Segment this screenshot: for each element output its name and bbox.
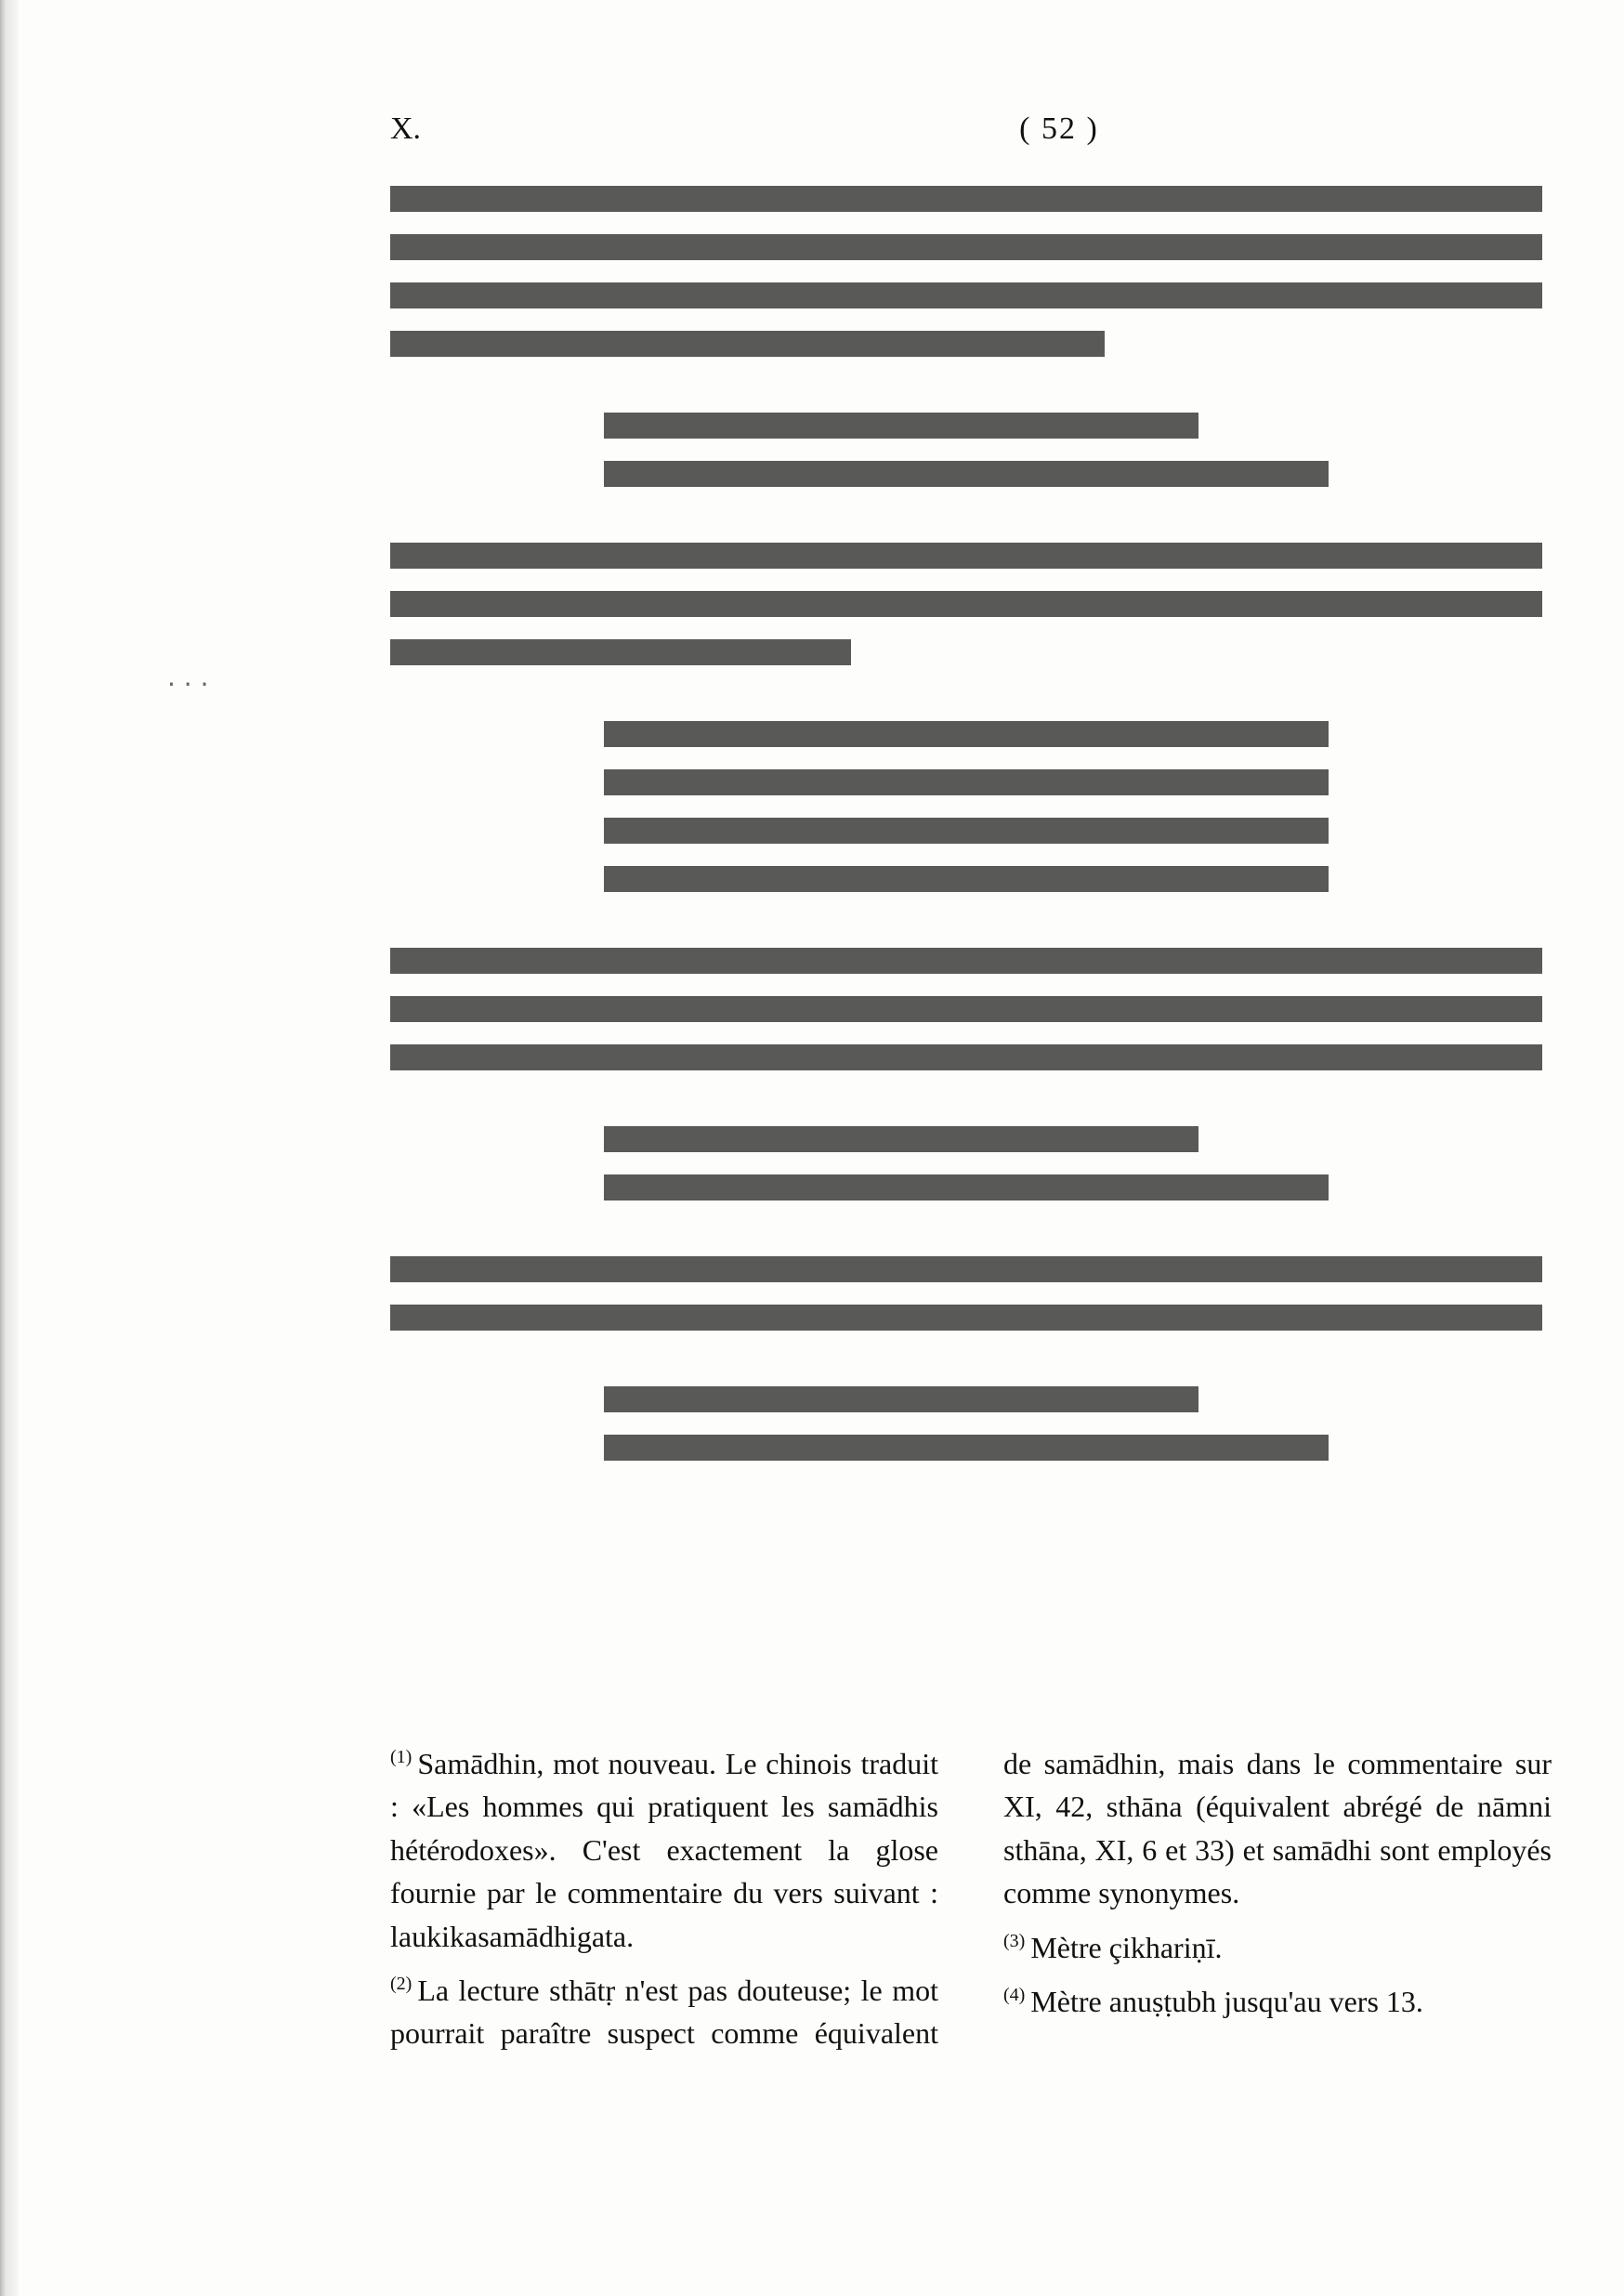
verse-line — [604, 461, 1329, 487]
verse-line — [604, 1126, 1198, 1152]
sanskrit-verse — [604, 1386, 1542, 1461]
sanskrit-prose-block — [390, 186, 1542, 357]
sanskrit-verse — [604, 413, 1542, 487]
sanskrit-line — [390, 543, 1542, 569]
sanskrit-verse — [604, 721, 1542, 892]
sanskrit-prose-block — [390, 543, 1542, 665]
sanskrit-line — [390, 1044, 1542, 1070]
verse-line — [604, 1435, 1329, 1461]
footnote: $^{(2)}$ La lecture sthātṛ n'est pas douteuse; le mot pourrait paraître suspect comme équivalent de samādhin, mais dans le commentaire sur XI, 42, sthāna (équivalent abrégé de nāmni sthāna, XI, 6 et 33) et samādhi sont employés comme synonymes. — [390, 1747, 1552, 2051]
footnote: $^{(1)}$ Samādhin, mot nouveau. Le chinois traduit : «Les hommes qui pratiquent les samādhis hétérodoxes». C'est exactement la glose fournie par le commentaire du vers suivant : laukikasamādhigata. — [390, 1747, 938, 1953]
verse-line — [604, 818, 1329, 844]
footnote: $^{(4)}$ Mètre anuṣṭubh jusqu'au vers 13. — [1003, 1984, 1423, 2018]
margin-pencil-note: · · · — [167, 669, 209, 700]
sanskrit-line — [390, 186, 1542, 212]
page-body — [390, 112, 1542, 1516]
verse-line — [604, 413, 1198, 439]
sanskrit-line — [390, 331, 1105, 357]
sanskrit-line — [390, 1256, 1542, 1282]
sanskrit-prose-block — [390, 1256, 1542, 1331]
footnotes — [390, 1742, 1552, 2055]
sanskrit-line — [390, 1305, 1542, 1331]
sanskrit-verse — [604, 1126, 1542, 1200]
sanskrit-line — [390, 282, 1542, 308]
sanskrit-line — [390, 591, 1542, 617]
verse-line — [604, 769, 1329, 795]
sanskrit-prose-block — [390, 948, 1542, 1070]
verse-line — [604, 866, 1329, 892]
verse-line — [604, 1174, 1329, 1200]
sanskrit-line — [390, 996, 1542, 1022]
section-label: X. — [390, 112, 422, 146]
sanskrit-line — [390, 639, 851, 665]
sanskrit-line — [390, 948, 1542, 974]
page-header — [390, 112, 1542, 147]
sanskrit-line — [390, 234, 1542, 260]
footnote: $^{(3)}$ Mètre çikhariṇī. — [1003, 1930, 1223, 1964]
scan-edge — [0, 0, 19, 2296]
page-number: ( 52 ) — [1019, 112, 1099, 146]
verse-line — [604, 1386, 1198, 1412]
verse-line — [604, 721, 1329, 747]
